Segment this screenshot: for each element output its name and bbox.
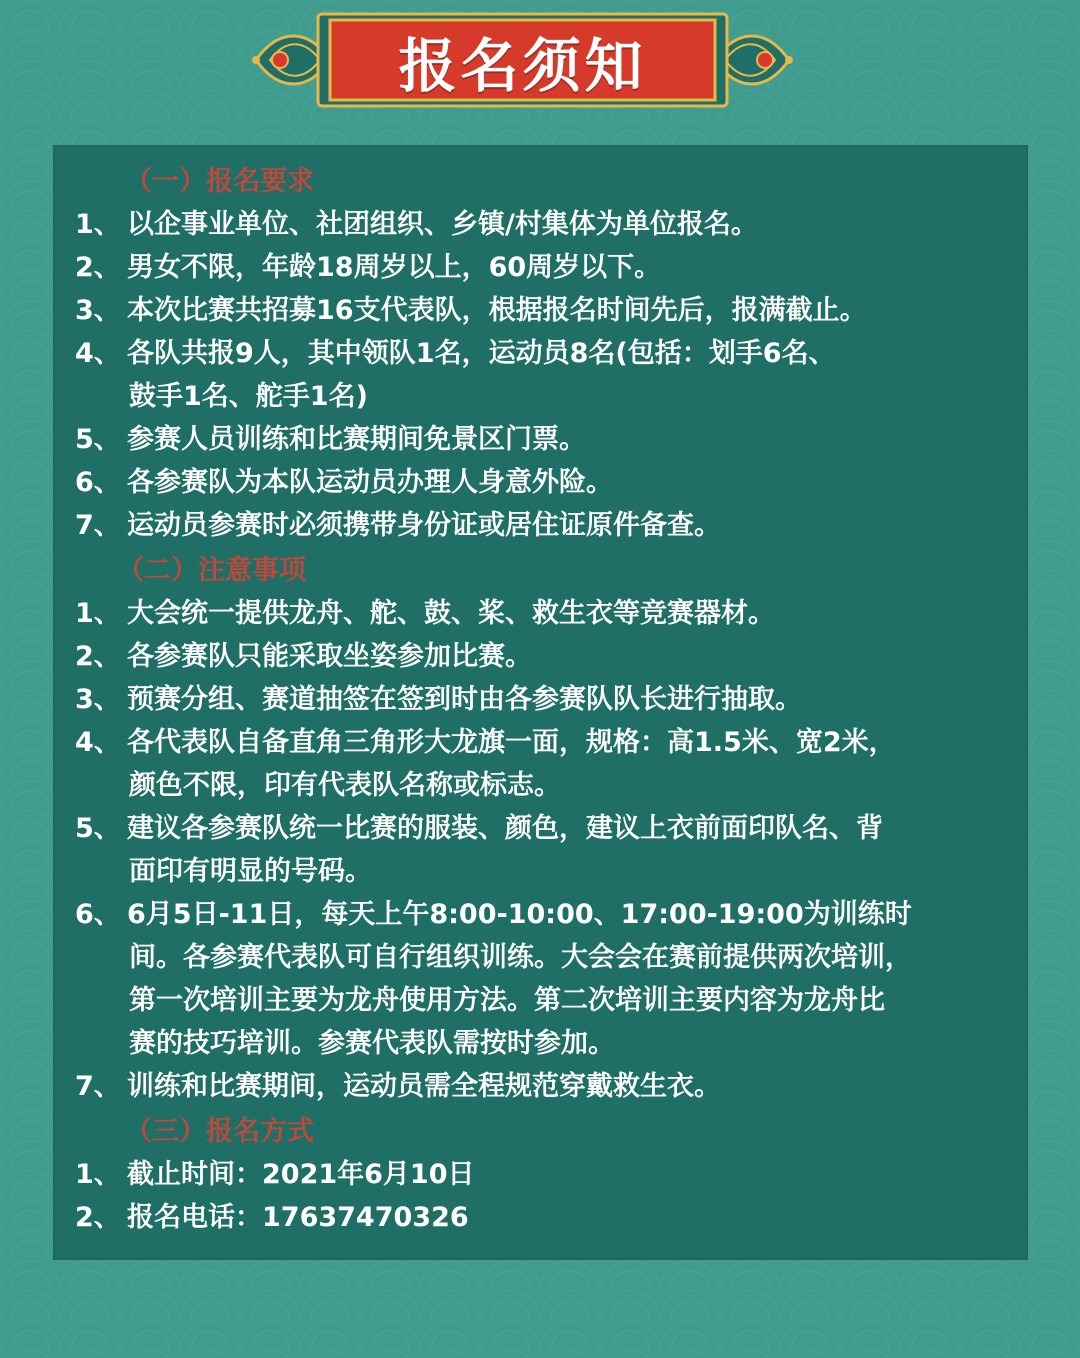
content-panel	[53, 145, 1028, 1260]
list-item: 6、 各参赛队为本队运动员办理人身意外险。	[75, 467, 613, 498]
list-item: 1、 以企事业单位、社团组织、乡镇/村集体为单位报名。	[75, 209, 758, 240]
title-banner	[250, 12, 795, 108]
list-item-continuation: 面印有明显的号码。	[129, 856, 372, 887]
list-item-continuation: 赛的技巧培训。参赛代表队需按时参加。	[129, 1028, 615, 1059]
list-item-continuation: 颜色不限，印有代表队名称或标志。	[129, 770, 561, 801]
list-item-continuation: 第一次培训主要为龙舟使用方法。第二次培训主要内容为龙舟比	[129, 985, 885, 1016]
list-item: 7、 运动员参赛时必须携带身份证或居住证原件备查。	[75, 510, 721, 541]
list-item: 3、 预赛分组、赛道抽签在签到时由各参赛队队长进行抽取。	[75, 684, 802, 715]
list-item: 2、 各参赛队只能采取坐姿参加比赛。	[75, 641, 532, 672]
section-heading: （二）注意事项	[117, 555, 306, 586]
list-item: 1、 大会统一提供龙舟、舵、鼓、桨、救生衣等竞赛器材。	[75, 598, 775, 629]
section-heading: （三）报名方式	[125, 1116, 314, 1147]
list-item: 4、 各队共报9人，其中领队1名，运动员8名(包括：划手6名、	[75, 338, 836, 369]
list-item: 6、 6月5日-11日，每天上午8:00-10:00、17:00-19:00为训练时	[75, 899, 912, 930]
list-item: 2、 男女不限，年龄18周岁以上，60周岁以下。	[75, 252, 662, 283]
page-title: 报名须知	[398, 32, 647, 100]
list-item: 5、 参赛人员训练和比赛期间免景区门票。	[75, 424, 586, 455]
list-item-continuation: 间。各参赛代表队可自行组织训练。大会会在赛前提供两次培训，	[129, 942, 912, 973]
list-item-continuation: 鼓手1名、舵手1名)	[129, 381, 368, 412]
section-heading: （一）报名要求	[125, 166, 314, 197]
list-item: 5、 建议各参赛队统一比赛的服装、颜色，建议上衣前面印队名、背	[75, 813, 883, 844]
list-item: 1、 截止时间：2021年6月10日	[75, 1159, 475, 1190]
list-item: 3、 本次比赛共招募16支代表队，根据报名时间先后，报满截止。	[75, 295, 867, 326]
list-item: 2、 报名电话：17637470326	[75, 1202, 469, 1233]
list-item: 7、 训练和比赛期间，运动员需全程规范穿戴救生衣。	[75, 1071, 721, 1102]
list-item: 4、 各代表队自备直角三角形大龙旗一面，规格：高1.5米、宽2米，	[75, 727, 896, 758]
